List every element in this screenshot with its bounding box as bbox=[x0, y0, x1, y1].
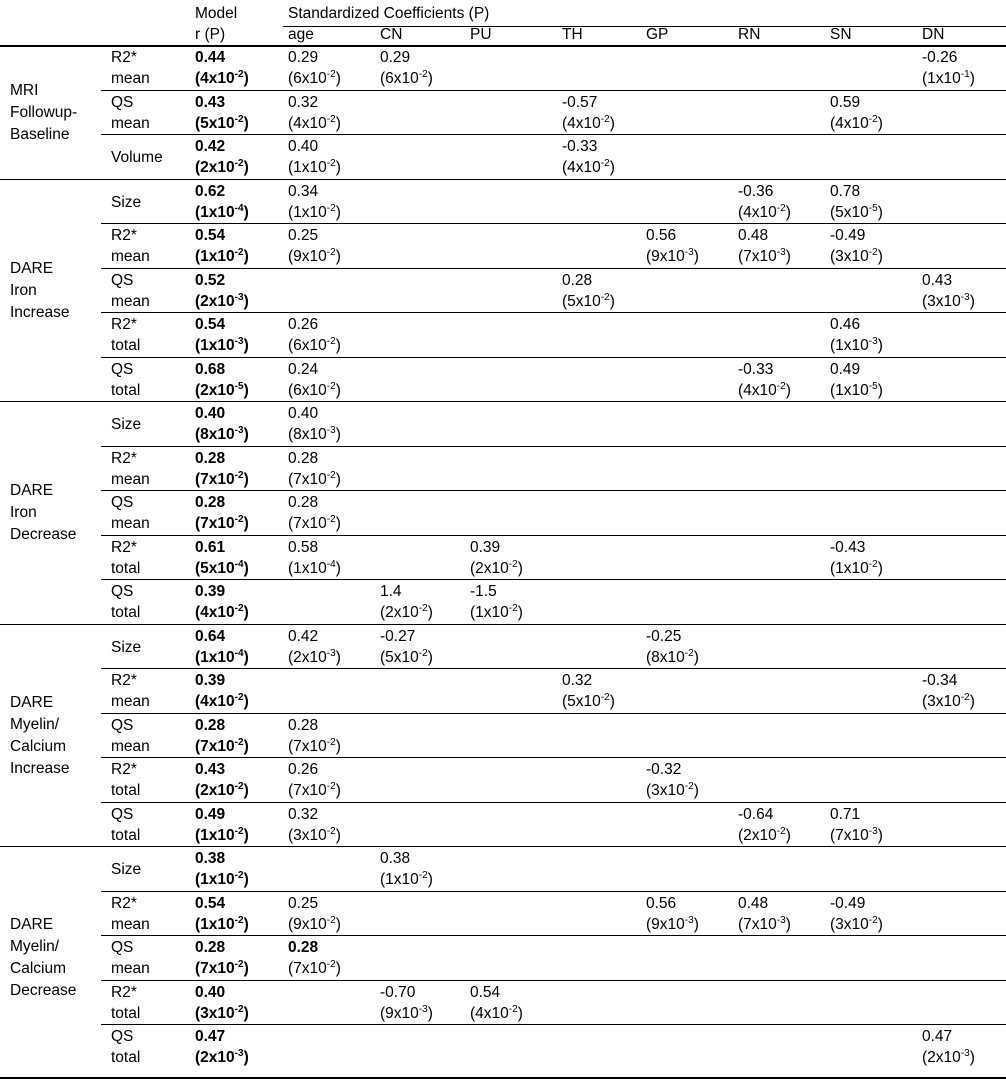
coef-p: $(1x10^{-2})$ bbox=[288, 157, 341, 176]
coef-p: $(1x10^{-2})$ bbox=[288, 202, 341, 221]
model-p: $(4x10^{-2})$ bbox=[195, 691, 249, 710]
model-p: $(8x10^{-3})$ bbox=[195, 424, 249, 443]
coef-value: -0.33 bbox=[738, 360, 774, 378]
coef-value: 0.29 bbox=[288, 49, 319, 66]
model-r: 0.39 bbox=[195, 583, 226, 600]
row-divider bbox=[101, 891, 1006, 892]
row-divider bbox=[101, 446, 1006, 447]
model-p: $(2x10^{-2})$ bbox=[195, 157, 249, 176]
coef-value: 0.71 bbox=[830, 805, 861, 823]
coef-value: 0.28 bbox=[288, 449, 319, 467]
row-label: QS bbox=[111, 494, 134, 511]
row-label: QS bbox=[111, 939, 134, 956]
coef-p: $(6x10^{-2})$ bbox=[288, 335, 341, 354]
coef-value: 0.46 bbox=[830, 316, 861, 333]
row-label: Size bbox=[111, 861, 142, 878]
model-p: $(7x10^{-2})$ bbox=[195, 736, 249, 755]
row-label: R2* bbox=[111, 894, 137, 912]
column-header-pu: PU bbox=[470, 26, 492, 43]
coef-value: 0.42 bbox=[288, 627, 319, 645]
coef-p: $(1x10^{-4})$ bbox=[288, 558, 341, 577]
row-divider bbox=[101, 668, 1006, 669]
model-p: $(5x10^{-4})$ bbox=[195, 558, 249, 577]
coef-value: 0.34 bbox=[288, 182, 319, 200]
model-r: 0.54 bbox=[195, 894, 226, 912]
model-p: $(1x10^{-4})$ bbox=[195, 202, 249, 221]
model-r: 0.47 bbox=[195, 1028, 226, 1045]
coef-value: 0.28 bbox=[562, 271, 593, 289]
group-name: Increase bbox=[10, 759, 70, 777]
coef-value: -1.5 bbox=[470, 583, 497, 600]
row-divider bbox=[101, 490, 1006, 491]
row-label: mean bbox=[111, 960, 150, 977]
coef-value: 0.28 bbox=[288, 716, 319, 734]
model-r: 0.62 bbox=[195, 182, 226, 200]
coef-value: 0.26 bbox=[288, 761, 319, 778]
model-r: 0.54 bbox=[195, 316, 226, 333]
coef-p: $(8x10^{-3})$ bbox=[288, 424, 341, 443]
coef-p: $(5x10^{-2})$ bbox=[380, 647, 433, 666]
model-r: 0.54 bbox=[195, 227, 226, 244]
row-label: QS bbox=[111, 805, 134, 823]
model-p: $(7x10^{-2})$ bbox=[195, 958, 249, 977]
row-label: R2* bbox=[111, 672, 137, 689]
coef-p: $(2x10^{-3})$ bbox=[288, 647, 341, 666]
row-label: Volume bbox=[111, 149, 163, 166]
coef-p: $(3x10^{-2})$ bbox=[830, 914, 883, 933]
row-label: mean bbox=[111, 114, 150, 132]
group-name: Baseline bbox=[10, 125, 70, 143]
model-p: $(1x10^{-4})$ bbox=[195, 647, 249, 666]
model-p: $(2x10^{-2})$ bbox=[195, 780, 249, 799]
group-divider bbox=[0, 846, 1006, 847]
coef-value: -0.26 bbox=[922, 49, 958, 66]
coef-value: 0.56 bbox=[646, 894, 677, 912]
coef-p: $(7x10^{-2})$ bbox=[288, 513, 341, 532]
coef-value: 0.40 bbox=[288, 138, 319, 155]
group-name: Myelin/ bbox=[10, 715, 60, 733]
model-r: 0.42 bbox=[195, 138, 226, 155]
row-label: QS bbox=[111, 271, 134, 289]
header-r-p: r (P) bbox=[195, 26, 226, 43]
row-label: mean bbox=[111, 737, 150, 755]
coef-value: 0.32 bbox=[288, 93, 319, 111]
row-label: R2* bbox=[111, 49, 137, 66]
coef-value: 0.39 bbox=[470, 538, 501, 556]
coef-p: $(9x10^{-2})$ bbox=[288, 914, 341, 933]
column-header-sn: SN bbox=[830, 26, 852, 43]
row-label: R2* bbox=[111, 983, 137, 1001]
coef-value: 0.48 bbox=[738, 227, 769, 244]
coef-p: $(9x10^{-3})$ bbox=[646, 246, 699, 265]
coef-value: 0.24 bbox=[288, 360, 319, 378]
model-p: $(1x10^{-2})$ bbox=[195, 825, 249, 844]
group-name: Calcium bbox=[10, 737, 66, 755]
coef-p: $(3x10^{-2})$ bbox=[646, 780, 699, 799]
coef-p: $(1x10^{-1})$ bbox=[922, 68, 975, 87]
group-name: Iron bbox=[10, 504, 37, 522]
model-r: 0.64 bbox=[195, 627, 226, 645]
column-header-dn: DN bbox=[922, 26, 945, 43]
row-label: mean bbox=[111, 70, 150, 87]
coef-value: 0.26 bbox=[288, 316, 319, 333]
row-divider bbox=[101, 312, 1006, 313]
coef-value: -0.27 bbox=[380, 627, 416, 645]
coef-p: $(3x10^{-2})$ bbox=[922, 691, 975, 710]
model-r: 0.68 bbox=[195, 360, 226, 378]
row-label: QS bbox=[111, 716, 134, 734]
row-divider bbox=[101, 223, 1006, 224]
model-r: 0.40 bbox=[195, 983, 226, 1001]
model-p: $(2x10^{-3})$ bbox=[195, 291, 249, 310]
coef-p: $(4x10^{-2})$ bbox=[738, 202, 791, 221]
row-label: R2* bbox=[111, 316, 137, 333]
model-p: $(1x10^{-2})$ bbox=[195, 869, 249, 888]
bottom-rule bbox=[0, 1077, 1006, 1079]
row-label: QS bbox=[111, 360, 134, 378]
row-label: R2* bbox=[111, 538, 137, 556]
coef-p: $(9x10^{-3})$ bbox=[380, 1003, 433, 1022]
row-label: Size bbox=[111, 193, 142, 211]
coef-value: 0.40 bbox=[288, 405, 319, 422]
row-label: mean bbox=[111, 693, 150, 710]
coef-p: $(4x10^{-2})$ bbox=[830, 113, 883, 132]
coef-p: $(1x10^{-2})$ bbox=[830, 558, 883, 577]
row-label: total bbox=[111, 381, 141, 399]
coef-p: $(1x10^{-3})$ bbox=[830, 335, 883, 354]
row-label: QS bbox=[111, 1028, 134, 1045]
model-r: 0.39 bbox=[195, 672, 226, 689]
model-r: 0.28 bbox=[195, 939, 226, 956]
coef-value: -0.33 bbox=[562, 138, 598, 155]
model-p: $(1x10^{-3})$ bbox=[195, 335, 249, 354]
coef-value: -0.34 bbox=[922, 672, 958, 689]
row-divider bbox=[101, 357, 1006, 358]
group-name: Iron bbox=[10, 281, 37, 299]
group-name: Decrease bbox=[10, 982, 77, 1000]
row-label: total bbox=[111, 604, 141, 621]
coef-value: 0.28 bbox=[288, 939, 319, 956]
coef-p: $(7x10^{-2})$ bbox=[288, 958, 341, 977]
header-coef-title: Standardized Coefficients (P) bbox=[288, 5, 490, 22]
coef-value: 0.58 bbox=[288, 538, 319, 556]
row-label: mean bbox=[111, 248, 150, 265]
row-label: total bbox=[111, 826, 141, 844]
coef-p: $(7x10^{-3})$ bbox=[830, 825, 883, 844]
coef-value: -0.70 bbox=[380, 983, 416, 1001]
row-label: mean bbox=[111, 292, 150, 310]
coef-value: 0.56 bbox=[646, 227, 677, 244]
coef-value: 0.38 bbox=[380, 850, 411, 867]
group-divider bbox=[0, 401, 1006, 402]
row-label: Size bbox=[111, 416, 142, 433]
coef-value: -0.32 bbox=[646, 761, 682, 778]
group-name: Calcium bbox=[10, 960, 66, 978]
group-name: Myelin/ bbox=[10, 938, 60, 956]
group-divider bbox=[0, 624, 1006, 625]
row-label: total bbox=[111, 1004, 141, 1022]
column-header-age: age bbox=[288, 26, 314, 43]
model-r: 0.40 bbox=[195, 405, 226, 422]
row-divider bbox=[101, 757, 1006, 758]
coef-value: -0.36 bbox=[738, 182, 774, 200]
coef-p: $(3x10^{-2})$ bbox=[288, 825, 341, 844]
coef-p: $(2x10^{-3})$ bbox=[922, 1047, 975, 1066]
model-r: 0.43 bbox=[195, 761, 226, 778]
column-header-rn: RN bbox=[738, 26, 761, 43]
row-divider bbox=[101, 268, 1006, 269]
coef-p: $(4x10^{-2})$ bbox=[562, 113, 615, 132]
row-label: total bbox=[111, 559, 141, 577]
model-r: 0.28 bbox=[195, 716, 226, 734]
row-divider bbox=[101, 90, 1006, 91]
model-r: 0.44 bbox=[195, 49, 226, 66]
model-p: $(3x10^{-2})$ bbox=[195, 1003, 249, 1022]
coef-p: $(9x10^{-3})$ bbox=[646, 914, 699, 933]
row-label: QS bbox=[111, 93, 134, 111]
coef-value: -0.49 bbox=[830, 894, 866, 912]
coef-value: -0.25 bbox=[646, 627, 682, 645]
row-divider bbox=[101, 935, 1006, 936]
column-header-th: TH bbox=[562, 26, 583, 43]
coef-p: $(6x10^{-2})$ bbox=[288, 68, 341, 87]
coef-value: 0.59 bbox=[830, 93, 861, 111]
group-name: DARE bbox=[10, 693, 54, 711]
coef-p: $(2x10^{-2})$ bbox=[738, 825, 791, 844]
row-label: total bbox=[111, 782, 141, 799]
row-label: total bbox=[111, 337, 141, 354]
coef-p: $(1x10^{-5})$ bbox=[830, 380, 883, 399]
model-p: $(1x10^{-2})$ bbox=[195, 914, 249, 933]
coef-value: -0.49 bbox=[830, 227, 866, 244]
header-rule bbox=[0, 45, 1006, 47]
coef-value: -0.64 bbox=[738, 805, 774, 823]
coef-value: 0.47 bbox=[922, 1028, 953, 1045]
row-label: mean bbox=[111, 515, 150, 532]
group-name: Increase bbox=[10, 303, 70, 321]
column-header-gp: GP bbox=[646, 26, 669, 43]
coef-p: $(4x10^{-2})$ bbox=[738, 380, 791, 399]
model-r: 0.49 bbox=[195, 805, 226, 823]
coef-value: 0.43 bbox=[922, 271, 953, 289]
model-p: $(7x10^{-2})$ bbox=[195, 513, 249, 532]
model-r: 0.28 bbox=[195, 449, 226, 467]
coef-value: 0.25 bbox=[288, 227, 319, 244]
coef-p: $(7x10^{-2})$ bbox=[288, 780, 341, 799]
coef-p: $(7x10^{-3})$ bbox=[738, 246, 791, 265]
coef-value: 0.25 bbox=[288, 894, 319, 912]
coef-p: $(5x10^{-2})$ bbox=[562, 291, 615, 310]
coef-p: $(3x10^{-2})$ bbox=[830, 246, 883, 265]
row-divider bbox=[101, 980, 1006, 981]
row-label: Size bbox=[111, 638, 142, 656]
group-name: DARE bbox=[10, 482, 54, 500]
coef-p: $(9x10^{-2})$ bbox=[288, 246, 341, 265]
coef-value: 0.32 bbox=[288, 805, 319, 823]
row-label: QS bbox=[111, 583, 134, 600]
model-p: $(2x10^{-5})$ bbox=[195, 380, 249, 399]
row-label: R2* bbox=[111, 449, 137, 467]
coef-p: $(6x10^{-2})$ bbox=[380, 68, 433, 87]
row-label: mean bbox=[111, 470, 150, 488]
coef-value: 0.32 bbox=[562, 672, 593, 689]
row-divider bbox=[101, 802, 1006, 803]
coef-p: $(1x10^{-2})$ bbox=[470, 602, 523, 621]
coef-p: $(7x10^{-3})$ bbox=[738, 914, 791, 933]
coef-value: 0.48 bbox=[738, 894, 769, 912]
coef-p: $(7x10^{-2})$ bbox=[288, 736, 341, 755]
coef-value: -0.43 bbox=[830, 538, 866, 556]
group-name: Decrease bbox=[10, 526, 77, 544]
coef-p: $(3x10^{-3})$ bbox=[922, 291, 975, 310]
model-p: $(1x10^{-2})$ bbox=[195, 246, 249, 265]
coef-p: $(7x10^{-2})$ bbox=[288, 469, 341, 488]
coef-p: $(2x10^{-2})$ bbox=[470, 558, 523, 577]
coef-p: $(4x10^{-2})$ bbox=[470, 1003, 523, 1022]
coef-p: $(8x10^{-2})$ bbox=[646, 647, 699, 666]
row-label: R2* bbox=[111, 761, 137, 778]
model-p: $(7x10^{-2})$ bbox=[195, 469, 249, 488]
coef-p: $(5x10^{-5})$ bbox=[830, 202, 883, 221]
model-p: $(4x10^{-2})$ bbox=[195, 602, 249, 621]
group-name: MRI bbox=[10, 81, 39, 99]
coef-p: $(6x10^{-2})$ bbox=[288, 380, 341, 399]
coef-value: 0.49 bbox=[830, 360, 861, 378]
model-r: 0.61 bbox=[195, 538, 226, 556]
coef-p: $(2x10^{-2})$ bbox=[380, 602, 433, 621]
group-name: DARE bbox=[10, 259, 54, 277]
row-divider bbox=[101, 579, 1006, 580]
group-divider bbox=[0, 179, 1006, 180]
model-r: 0.52 bbox=[195, 271, 226, 289]
group-name: Followup- bbox=[10, 103, 78, 121]
model-r: 0.38 bbox=[195, 850, 226, 867]
header-model: Model bbox=[195, 5, 238, 22]
row-label: mean bbox=[111, 915, 150, 933]
row-divider bbox=[101, 1024, 1006, 1025]
coef-value: -0.57 bbox=[562, 93, 598, 111]
row-divider bbox=[101, 134, 1006, 135]
model-p: $(4x10^{-2})$ bbox=[195, 68, 249, 87]
coef-value: 0.28 bbox=[288, 494, 319, 511]
coef-p: $(4x10^{-2})$ bbox=[288, 113, 341, 132]
coef-value: 0.54 bbox=[470, 983, 501, 1001]
column-header-cn: CN bbox=[380, 26, 403, 43]
row-divider bbox=[101, 535, 1006, 536]
group-name: DARE bbox=[10, 916, 54, 934]
coef-value: 1.4 bbox=[380, 583, 402, 600]
row-label: R2* bbox=[111, 227, 137, 244]
coef-value: 0.78 bbox=[830, 182, 861, 200]
row-divider bbox=[101, 713, 1006, 714]
model-r: 0.28 bbox=[195, 494, 226, 511]
coef-value: 0.29 bbox=[380, 49, 411, 66]
coef-p: $(4x10^{-2})$ bbox=[562, 157, 615, 176]
row-label: total bbox=[111, 1049, 141, 1066]
model-p: $(5x10^{-2})$ bbox=[195, 113, 249, 132]
model-r: 0.43 bbox=[195, 93, 226, 111]
coef-p: $(5x10^{-2})$ bbox=[562, 691, 615, 710]
coef-p: $(1x10^{-2})$ bbox=[380, 869, 433, 888]
model-p: $(2x10^{-3})$ bbox=[195, 1047, 249, 1066]
